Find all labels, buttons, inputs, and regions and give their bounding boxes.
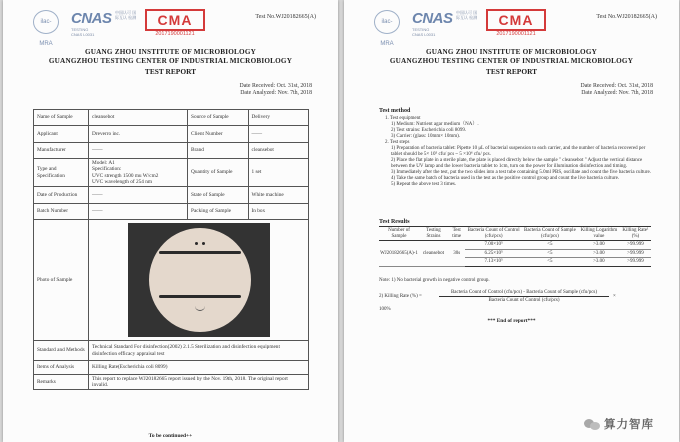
column-header: Number of Sample bbox=[379, 227, 419, 241]
cell-value: Delivery bbox=[248, 110, 309, 126]
wechat-icon bbox=[584, 418, 600, 431]
date-analyzed: Date Analyzed: Nov. 7th, 2018 bbox=[581, 90, 653, 96]
end-of-report: *** End of report*** bbox=[487, 318, 536, 324]
test-number: Test No.WJ20182665(A) bbox=[596, 14, 657, 20]
sample-count: <5 bbox=[522, 258, 578, 267]
cma-stamp: CMA 2017190001121 bbox=[486, 9, 546, 38]
report-page-1 bbox=[3, 0, 338, 442]
control-count: 7.00×10⁵ bbox=[465, 241, 521, 250]
killing-log: >3.00 bbox=[578, 249, 620, 258]
test-results-heading: Test Results bbox=[379, 219, 410, 225]
column-header: Killing Rate¹ (%) bbox=[620, 227, 651, 241]
cell-label: Date of Production bbox=[34, 187, 89, 204]
column-header: Test time bbox=[448, 227, 465, 241]
column-header: Bacteria Count of Control (cfu/pcs) bbox=[465, 227, 521, 241]
cell-label: Quantity of Sample bbox=[188, 159, 249, 187]
cell-value: Killing Rate(Escherichia coli 8099) bbox=[89, 361, 309, 375]
control-count: 6.25×10⁵ bbox=[465, 249, 521, 258]
killing-rate-formula bbox=[379, 290, 649, 306]
cnas-logo: CNAS TESTING CNAS L0031 中国认可 国际互认 检测 bbox=[412, 10, 478, 37]
photo-cell bbox=[89, 220, 309, 341]
report-title: TEST REPORT bbox=[485, 67, 538, 76]
cell-label: Type and Specification bbox=[34, 159, 89, 187]
date-received: Date Received: Oct. 31st, 2018 bbox=[239, 83, 312, 89]
cell-label: Brand bbox=[188, 143, 249, 159]
table-row bbox=[34, 187, 309, 204]
watermark bbox=[584, 416, 654, 432]
cell-label: Items of Analysis bbox=[34, 361, 89, 375]
header-logos bbox=[33, 8, 303, 47]
killing-rate: >99.999 bbox=[620, 258, 651, 267]
table-row bbox=[379, 241, 651, 250]
cell-label: Photo of Sample bbox=[34, 220, 89, 341]
date-received: Date Received: Oct. 31st, 2018 bbox=[580, 83, 653, 89]
cell-value: —— bbox=[89, 204, 188, 220]
uv-lamp-slot bbox=[159, 295, 241, 298]
sample-photo bbox=[128, 223, 270, 337]
cell-label: Packing of Sample bbox=[188, 204, 249, 220]
results-table bbox=[379, 226, 651, 267]
cell-label: Source of Sample bbox=[188, 110, 249, 126]
ilac-logo: ilac-MRA bbox=[374, 10, 400, 34]
formula-denominator: Bacteria Count of Control (cfu/pcs) bbox=[488, 298, 560, 303]
column-header: Bacteria Count of Sample (cfu/pcs) bbox=[522, 227, 578, 241]
continued-note: To be continued++ bbox=[148, 433, 193, 439]
cell-value: Dreverro inc. bbox=[89, 126, 188, 143]
cell-value: This report to replace WJ20182665 report issued by the Nov. 19th, 2018. The original report invalid. bbox=[89, 375, 309, 390]
sample-count: <5 bbox=[522, 249, 578, 258]
killing-rate: >99.999 bbox=[620, 241, 651, 250]
indicator-dot bbox=[195, 242, 198, 245]
column-header: Testing Strains bbox=[419, 227, 448, 241]
killing-log: >3.00 bbox=[578, 241, 620, 250]
table-row bbox=[34, 220, 309, 341]
cma-stamp: CMA 2017190001121 bbox=[145, 9, 205, 38]
logo-mark bbox=[195, 305, 205, 311]
cell-value: —— bbox=[248, 126, 309, 143]
center-name: GUANGZHOU TESTING CENTER OF INDUSTRIAL MICROBIOLOGY bbox=[48, 57, 293, 65]
sample-count: <5 bbox=[522, 241, 578, 250]
table-row bbox=[34, 159, 309, 187]
watermark-text: 算力智库 bbox=[604, 417, 654, 431]
test-time: 30s bbox=[448, 241, 465, 267]
table-row bbox=[34, 361, 309, 375]
table-row bbox=[34, 375, 309, 390]
institute-name: GUANG ZHOU INSTITUTE OF MICROBIOLOGY bbox=[84, 48, 257, 56]
cell-value: In box bbox=[248, 204, 309, 220]
ilac-logo: ilac-MRA bbox=[33, 10, 59, 34]
table-row bbox=[34, 341, 309, 361]
cell-value: 1 set bbox=[248, 159, 309, 187]
cnas-logo: CNAS TESTING CNAS L0031 中国认可 国际互认 检测 bbox=[71, 10, 137, 37]
cell-value: White machine bbox=[248, 187, 309, 204]
cell-label: Name of Sample bbox=[34, 110, 89, 126]
cell-label: Manufacturer bbox=[34, 143, 89, 159]
test-method-body: 1. Test equipment 1) Medium: Nutrient agar medium（NA）. 2) Test strains: Escherichia coli 8099. 3) Carrier: (glass: 10mm× 10mm). 2. Test steps 1) Preparation of bacteria tablet: Pipette 10 μL of bacterial suspension to each carrier, and the number of bacteria recovered per tablet should be 5× 10⁵ cfu/ pcs ~ 5 ×10⁶ cfu/ pcs. 2) Place the flat plate in a sterile plate, the plate is placed directly below the sample " cleansebot " Adjust the vertical distance between the UV lamp and the lower bacteria tablet to 1cm, turn on the power for illumination disinfection and timing. 3) Immediately after the test, put the two slides into a test tube containing 5.0ml PBS, oscillate and count the five bacteria culture. 4) Take the same batch of bacteria used in the test as the positive control group and count the live bacteria culture. 5) Repeat the above test 3 times. bbox=[385, 116, 651, 187]
center-name: GUANGZHOU TESTING CENTER OF INDUSTRIAL MICROBIOLOGY bbox=[389, 57, 634, 65]
cell-value: cleansebot bbox=[248, 143, 309, 159]
formula-label: 2) Killing Rate (%) = bbox=[379, 294, 422, 299]
report-dates bbox=[581, 83, 653, 97]
formula-multiply: × bbox=[613, 294, 616, 299]
report-title: TEST REPORT bbox=[144, 67, 197, 76]
table-row bbox=[34, 110, 309, 126]
cell-label: State of Sample bbox=[188, 187, 249, 204]
sample-number: WJ20182665(A)-1 bbox=[379, 241, 419, 267]
table-row bbox=[34, 126, 309, 143]
indicator-dot bbox=[202, 242, 205, 245]
header-logos bbox=[374, 8, 644, 47]
table-header-row bbox=[379, 227, 651, 241]
table-row bbox=[34, 204, 309, 220]
cell-value: cleansebot bbox=[89, 110, 188, 126]
formula-numerator: Bacteria Count of Control (cfu/pcs) - Bacteria Count of Sample (cfu/pcs) bbox=[439, 290, 609, 297]
killing-log: >3.00 bbox=[578, 258, 620, 267]
date-analyzed: Date Analyzed: Nov. 7th, 2018 bbox=[240, 90, 312, 96]
cell-value: Technical Standard For disinfection(2002) 2.1.5 Sterilization and disinfection equipment disinfection efficacy appraisal test bbox=[89, 341, 309, 361]
column-header: Killing Logarithm value bbox=[578, 227, 620, 241]
report-page-2 bbox=[344, 0, 679, 442]
formula-hundred: 100% bbox=[379, 307, 391, 312]
test-method-heading: Test method bbox=[379, 108, 411, 114]
test-number: Test No.WJ20182665(A) bbox=[255, 14, 316, 20]
cell-label: Remarks bbox=[34, 375, 89, 390]
cell-value: —— bbox=[89, 143, 188, 159]
cell-value: Model: A1 Specification: UVC strength 1500 mu W/cm2 UVC wavelength of 254 nm bbox=[89, 159, 188, 187]
report-dates bbox=[240, 83, 312, 97]
table-row bbox=[34, 143, 309, 159]
cell-label: Applicant bbox=[34, 126, 89, 143]
cell-value: —— bbox=[89, 187, 188, 204]
sample-info-table bbox=[33, 109, 309, 390]
cell-label: Client Number bbox=[188, 126, 249, 143]
control-count: 7.13×10⁵ bbox=[465, 258, 521, 267]
device-image bbox=[149, 228, 251, 332]
cell-label: Batch Number bbox=[34, 204, 89, 220]
testing-strain: cleansebot bbox=[419, 241, 448, 267]
note-1: Note: 1) No bacterial growth in negative control group. bbox=[379, 278, 490, 283]
cell-label: Standard and Methods bbox=[34, 341, 89, 361]
killing-rate: >99.999 bbox=[620, 249, 651, 258]
institute-name: GUANG ZHOU INSTITUTE OF MICROBIOLOGY bbox=[425, 48, 598, 56]
uv-lamp-slot bbox=[159, 251, 241, 254]
